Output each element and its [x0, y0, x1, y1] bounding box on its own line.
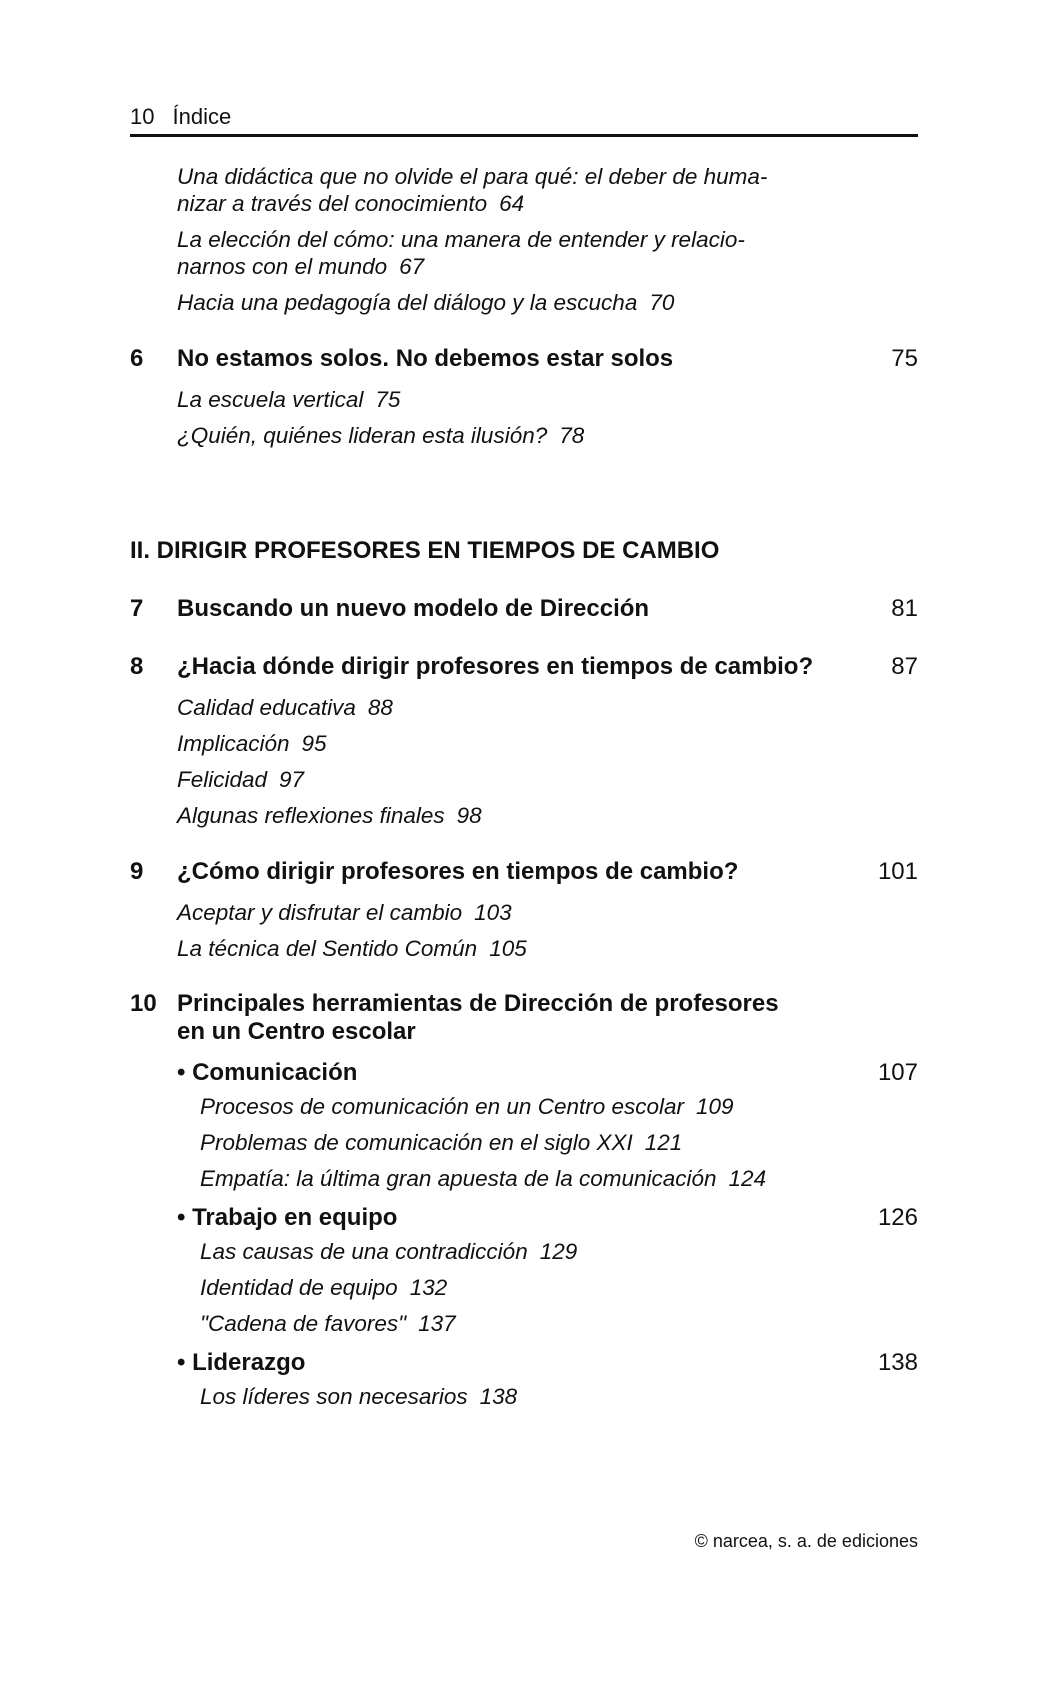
- toc-subentry: Una didáctica que no olvide el para qué: el deber de huma- nizar a través del conocimiento 64: [177, 164, 768, 216]
- toc-subentry: Identidad de equipo 132: [200, 1275, 448, 1300]
- toc-subentry: La técnica del Sentido Común 105: [177, 936, 527, 961]
- toc-subentry: "Cadena de favores" 137: [200, 1311, 456, 1336]
- running-head-title: Índice: [172, 104, 232, 129]
- section-liderazgo: • Liderazgo 138: [177, 1349, 918, 1376]
- toc-subentry: Problemas de comunicación en el siglo XXI 121: [200, 1130, 683, 1155]
- section-trabajo-en-equipo: • Trabajo en equipo 126: [177, 1204, 918, 1231]
- chapter-9-entry: 9 ¿Cómo dirigir profesores en tiempos de cambio? 101: [130, 858, 918, 885]
- toc-subentry: Las causas de una contradicción 129: [200, 1239, 578, 1264]
- toc-subentry: Empatía: la última gran apuesta de la comunicación 124: [200, 1166, 767, 1191]
- toc-subentry: Felicidad 97: [177, 767, 305, 792]
- chapter-7-entry: 7 Buscando un nuevo modelo de Dirección 81: [130, 595, 918, 622]
- chapter-8-entry: 8 ¿Hacia dónde dirigir profesores en tiempos de cambio? 87: [130, 653, 918, 680]
- chapter-6-entry: 6 No estamos solos. No debemos estar solos 75: [130, 345, 918, 372]
- toc-subentry: Procesos de comunicación en un Centro escolar 109: [200, 1094, 734, 1119]
- chapter-10-entry: 10 Principales herramientas de Dirección de profesores en un Centro escolar: [130, 990, 779, 1045]
- toc-subentry: Implicación 95: [177, 731, 327, 756]
- running-head: [130, 104, 918, 137]
- toc-subentry: Calidad educativa 88: [177, 695, 393, 720]
- section-comunicacion: • Comunicación 107: [177, 1059, 918, 1086]
- toc-subentry: La escuela vertical 75: [177, 387, 401, 412]
- toc-subentry: ¿Quién, quiénes lideran esta ilusión? 78: [177, 423, 585, 448]
- toc-subentry: Los líderes son necesarios 138: [200, 1384, 518, 1409]
- toc-page: [130, 104, 918, 1410]
- toc-subentry: Hacia una pedagogía del diálogo y la escucha 70: [177, 290, 675, 315]
- part-heading: II. DIRIGIR PROFESORES EN TIEMPOS DE CAMBIO: [130, 537, 720, 564]
- toc-subentry: La elección del cómo: una manera de entender y relacio- narnos con el mundo 67: [177, 227, 745, 279]
- publisher-footer: © narcea, s. a. de ediciones: [694, 1531, 918, 1551]
- page-number: 10: [130, 104, 155, 129]
- toc-subentry: Aceptar y disfrutar el cambio 103: [177, 900, 512, 925]
- toc-subentry: Algunas reflexiones finales 98: [177, 803, 482, 828]
